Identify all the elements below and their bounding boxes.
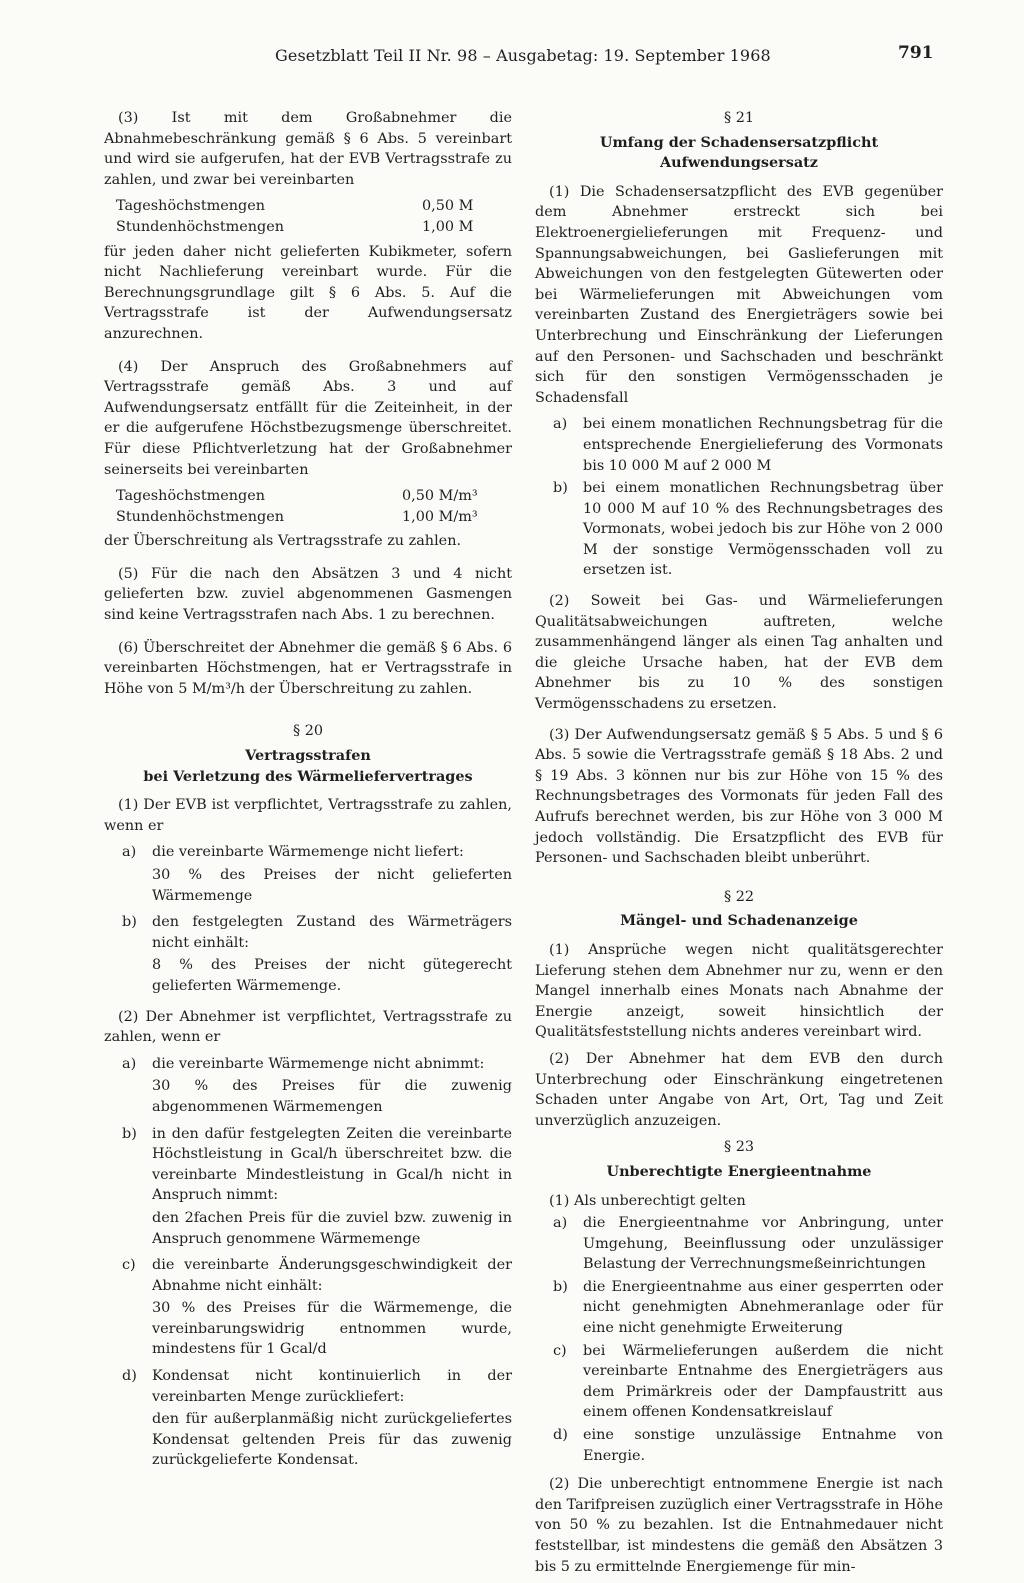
paragraph-21-2: (2) Soweit bei Gas- und Wärmelieferungen Qualitätsabweichungen auftreten, welche zusammenhängend länger als einen Tag anhalten und die gleiche Ursache haben, hat der EVB dem Abnehmer bis zu 10 % des sonstigen Vermögensschadens zu ersetzen. [535, 593, 943, 713]
paragraph-23-2: (2) Die unberechtigt entnommene Energie ist nach den Tarifpreisen zuzüglich einer Vertragsstrafe in Höhe von 50 % zu bezahlen. Ist die Entnahmedauer nicht feststellbar, ist mindestens die gemäß den Absätzen 3 bis 5 zu ermittelnde Energiemenge für min- [535, 1476, 943, 1575]
list-subtext: 8 % des Preises der nicht gütegerecht gelieferten Wärmemenge. [152, 957, 512, 994]
list-text: bei einem monatlichen Rechnungsbetrag über 10 000 M auf 10 % des Rechnungsbetrages des Vormonats, wobei jedoch bis zur Höhe von 2 000 M der sonstige Vermögensschaden voll zu ersetzen ist. [583, 480, 943, 579]
list-text: die Energieentnahme vor Anbringung, unter Umgehung, Beeinflussung oder unzulässiger Belastung der Verrechnungsmeßeinrichtungen [583, 1215, 943, 1273]
rate-label: Stundenhöchstmengen [116, 508, 285, 525]
rate-row [104, 507, 512, 528]
paragraph-21-3: (3) Der Aufwendungsersatz gemäß § 5 Abs. 5 und § 6 Abs. 5 sowie die Vertragsstrafe gemäß § 18 Abs. 2 und § 19 Abs. 3 können nur bis zur Höhe von 15 % des Rechnungsbetrages des Vormonats für jeden Fall des Aufrufs berechnet werden, bis zur Höhe von 3 000 M jedoch vollständig. Die Ersatzpflicht des EVB für Personen- und Sachschaden bleibt unberührt. [535, 726, 943, 867]
list-item [104, 1054, 512, 1075]
list-marker: a) [553, 416, 568, 433]
rate-label: Tageshöchstmengen [116, 488, 266, 505]
rate-row [104, 217, 512, 238]
paragraph-19-3-intro: (3) Ist mit dem Großabnehmer die Abnahmebeschränkung gemäß § 6 Abs. 5 vereinbart und wird sie aufgerufen, hat der EVB Vertragsstrafe zu zahlen, und zwar bei vereinbarten [104, 110, 512, 188]
rate-row [104, 196, 512, 217]
list-marker: b) [553, 480, 568, 497]
list-marker: c) [122, 1257, 136, 1274]
list-marker: d) [553, 1427, 568, 1444]
left-column [104, 108, 512, 1477]
paragraph-23-1: (1) Als unberechtigt gelten [549, 1192, 746, 1209]
section-number-22: § 22 [723, 888, 755, 905]
list-marker: d) [122, 1368, 137, 1385]
list-text: die Energieentnahme aus einer gesperrten oder nicht genehmigten Abnehmeranlage oder für eine nicht genehmigte Erweiterung [583, 1278, 943, 1337]
paragraph-19-4-intro: (4) Der Anspruch des Großabnehmers auf Vertragsstrafe gemäß Abs. 3 und auf Aufwendungsersatz entfällt für die Zeiteinheit, in der er die aufgerufene Höchstbezugsmenge überschreitet. Für diese Pflichtverletzung hat der Großabnehmer seinerseits bei vereinbarten [104, 358, 512, 478]
section-number-23: § 23 [723, 1139, 755, 1156]
list-text: bei einem monatlichen Rechnungsbetrag für die entsprechende Energielieferung des Vormonats bis 10 000 M auf 2 000 M [583, 416, 943, 474]
list-marker: a) [122, 844, 137, 861]
section-title-line: bei Verletzung des Wärmeliefervertrages [143, 767, 473, 785]
list-text: die vereinbarte Änderungsgeschwindigkeit der Abnahme nicht einhält: [152, 1257, 512, 1294]
list-text: die vereinbarte Wärmemenge nicht liefert: [152, 844, 464, 861]
list-marker: b) [553, 1278, 568, 1295]
page-header [0, 40, 1024, 70]
list-item [104, 842, 512, 863]
list-item [535, 1277, 943, 1339]
rate-value: 1,00 M/m³ [402, 508, 478, 525]
list-item [535, 478, 943, 581]
rate-value: 1,00 M [422, 218, 474, 235]
list-marker: b) [122, 1125, 137, 1142]
right-column [535, 108, 943, 1583]
list-subtext: 30 % des Preises für die Wärmemenge, die vereinbarungswidrig entnommen wurde, mindestens für 1 Gcal/d [152, 1300, 512, 1358]
list-text: Kondensat nicht kontinuierlich in der vereinbarten Menge zurückliefert: [152, 1368, 512, 1405]
rate-label: Tageshöchstmengen [116, 198, 266, 215]
list-subtext: 30 % des Preises für die zuwenig abgenommenen Wärmemengen [152, 1078, 512, 1115]
list-subtext: den für außerplanmäßig nicht zurückgeliefertes Kondensat geltenden Preis für das zuwenig zurückgelieferte Kondensat. [152, 1411, 512, 1469]
list-subtext: 30 % des Preises der nicht gelieferten Wärmemenge [152, 867, 512, 904]
paragraph-21-1: (1) Die Schadensersatzpflicht des EVB gegenüber dem Abnehmer erstreckt sich bei Elektroenergielieferungen mit Frequenz- und Spannungsabweichungen, bei Gaslieferungen mit Abweichungen von den festgelegten Gütewerten oder bei Wärmelieferungen mit Abweichungen vom vereinbarten Zustand des Energieträgers sowie bei Unterbrechung und Einschränkung der Lieferungen auf den Personen- und Sachschaden und beschränkt sich für den sonstigen Vermögensschaden je Schadensfall [535, 183, 943, 406]
paragraph-19-3-outro: für jeden daher nicht gelieferten Kubikmeter, sofern nicht Nachlieferung vereinbart wurde. Für die Berechnungsgrundlage gilt § 6 Abs. 5. Auf die Vertragsstrafe ist der Aufwendungsersatz anzurechnen. [104, 243, 512, 342]
list-marker: b) [122, 914, 137, 931]
paragraph-19-4-outro: der Überschreitung als Vertragsstrafe zu zahlen. [104, 533, 462, 550]
list-item [535, 1213, 943, 1275]
section-number-21: § 21 [723, 110, 755, 126]
section-title-23: Unberechtigte Energieentnahme [606, 1162, 872, 1180]
paragraph-19-5: (5) Für die nach den Absätzen 3 und 4 nicht gelieferten bzw. zuviel abgenommenen Gasmengen sind keine Vertragsstrafen nach Abs. 1 zu berechnen. [104, 565, 512, 624]
list-item [104, 1366, 512, 1407]
paragraph-20-2: (2) Der Abnehmer ist verpflichtet, Vertragsstrafe zu zahlen, wenn er [104, 1008, 512, 1046]
list-text: bei Wärmelieferungen außerdem die nicht vereinbarte Entnahme des Energieträgers aus dem Primärkreis oder der Dampfaustritt aus einem offenen Kondensatkreislauf [583, 1342, 943, 1421]
page-number: 791 [898, 43, 934, 63]
rate-row [104, 486, 512, 507]
rate-value: 0,50 M [422, 198, 474, 215]
list-marker: a) [553, 1215, 568, 1232]
list-item [104, 1124, 512, 1206]
list-marker: a) [122, 1055, 137, 1072]
section-title-20 [104, 746, 512, 787]
paragraph-22-1: (1) Ansprüche wegen nicht qualitätsgerechter Lieferung stehen dem Abnehmer nur zu, wenn er den Mangel innerhalb eines Monats nach Abnahme der Energie anzeigt, soweit hinsichtlich der Qualitätsfeststellung nichts anderes vereinbart wird. [535, 941, 943, 1041]
list-subtext: den 2fachen Preis für die zuviel bzw. zuwenig in Anspruch genommene Wärmemenge [152, 1209, 512, 1247]
rate-label: Stundenhöchstmengen [116, 218, 285, 235]
header-title: Gesetzblatt Teil II Nr. 98 – Ausgabetag: 19. September 1968 [275, 46, 771, 65]
paragraph-22-2: (2) Der Abnehmer hat dem EVB den durch Unterbrechung oder Einschränkung eingetretenen Schaden unter Angabe von Art, Ort, Tag und Zeit unverzüglich anzuzeigen. [535, 1050, 943, 1129]
list-item [104, 1255, 512, 1296]
rate-value: 0,50 M/m³ [402, 488, 478, 505]
list-text: eine sonstige unzulässige Entnahme von Energie. [583, 1427, 943, 1464]
list-item [535, 1341, 943, 1423]
section-number-20: § 20 [292, 723, 324, 740]
section-title-line: Vertragsstrafen [245, 747, 371, 765]
list-item [535, 414, 943, 476]
section-title-line: Umfang der Schadensersatzpflicht [599, 133, 879, 151]
list-item [104, 912, 512, 953]
list-text: den festgelegten Zustand des Wärmeträgers nicht einhält: [152, 914, 512, 951]
section-title-line: Aufwendungsersatz [660, 154, 818, 172]
list-marker: c) [553, 1342, 567, 1359]
section-title-21 [535, 133, 943, 174]
section-title-22: Mängel- und Schadenanzeige [620, 912, 858, 930]
list-text: in den dafür festgelegten Zeiten die vereinbarte Höchstleistung in Gcal/h überschreitet bzw. die vereinbarte Mindestleistung in Gcal/h nicht in Anspruch nimmt: [152, 1125, 512, 1204]
paragraph-19-6: (6) Überschreitet der Abnehmer die gemäß § 6 Abs. 6 vereinbarten Höchstmengen, hat er Vertragsstrafe in Höhe von 5 M/m³/h der Überschreitung zu zahlen. [104, 639, 512, 697]
paragraph-20-1: (1) Der EVB ist verpflichtet, Vertragsstrafe zu zahlen, wenn er [104, 797, 512, 834]
list-text: die vereinbarte Wärmemenge nicht abnimmt: [152, 1055, 485, 1072]
list-item [535, 1425, 943, 1466]
